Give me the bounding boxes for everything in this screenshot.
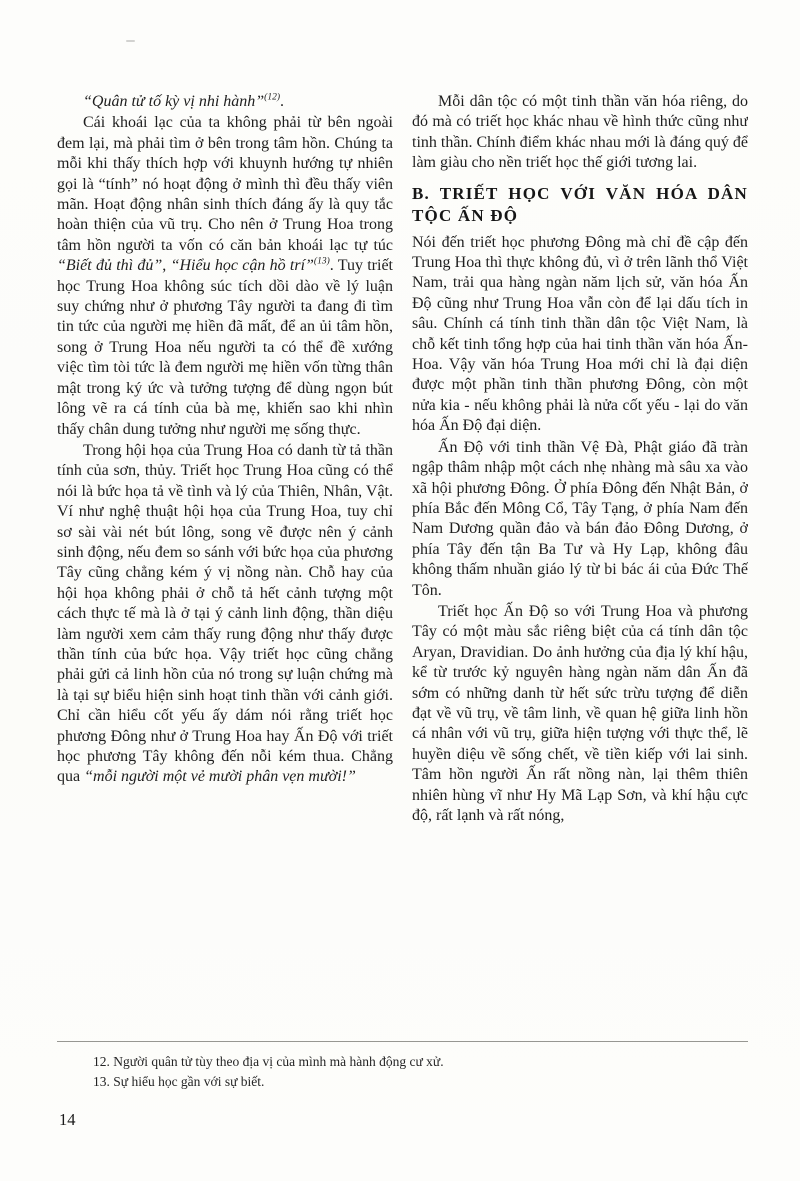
footnotes: [93, 1052, 743, 1091]
paragraph: Ấn Độ với tinh thần Vệ Đà, Phật giáo đã tràn ngập thâm nhập một cách nhẹ nhàng mà sâu xa vào xã hội phương Đông. Ở phía Đông đến Nhật Bản, ở phía Bắc đến Mông Cổ, Tây Tạng, ở phía Nam đến Nam Dương quần đảo và bán đảo Đông Dương, ở phía Tây đến tận Ba Tư và Hy Lạp, không đâu không thấm nhuần giáo lý từ bi bác ái của Đức Thế Tôn.: [412, 438, 748, 599]
paragraph: Trong hội họa của Trung Hoa có danh từ tả thần tính của sơn, thủy. Triết học Trung Hoa cũng có thể nói là bức họa tả về tình và lý của Thiên, Nhân, Vật. Ví như nghệ thuật hội họa của Trung Hoa, tuy chỉ sơ sài vài nét bút lông, song vẽ được nên ý cảnh sinh động, nếu đem so sánh với bức họa của phương Tây cũng chẳng kém ý vị nồng nàn. Chỗ hay của hội họa không phải ở chỗ tả hết cảnh tượng một cách thực tế mà là ở tại ý cảnh linh động, thần diệu làm người xem cảm thấy rung động như thấy được thần tính của bức họa. Vậy triết học cũng chẳng phải gửi cả linh hồn của nó trong sự luận chứng mà là tại sự biểu hiện sinh hoạt tinh thần với cảnh giới. Chỉ cần hiểu cốt yếu ấy dám nói rằng triết học phương Đông như ở Trung Hoa hay Ấn Độ với triết học phương Tây không đến nỗi kém thua. Chẳng qua “mỗi người một vẻ mười phân vẹn mười!”: [57, 441, 393, 786]
footnote-12: 12. Người quân tử tùy theo địa vị của mình mà hành động cư xử.: [93, 1054, 444, 1069]
scan-artifact: [126, 40, 135, 42]
text-columns: [57, 92, 748, 1014]
left-column: [57, 92, 393, 1014]
paragraph: Mỗi dân tộc có một tinh thần văn hóa riêng, do đó mà có triết học khác nhau về hình thức cũng như tinh thần. Chính điểm khác nhau mới là đáng quý để làm giàu cho nền triết học thế giới tương lai.: [412, 93, 748, 172]
section-heading: B. TRIẾT HỌC VỚI VĂN HÓA DÂN TỘC ẤN ĐỘ: [412, 183, 748, 226]
paragraph: Nói đến triết học phương Đông mà chỉ đề cập đến Trung Hoa thì thực không đủ, vì ở trên lãnh thổ Việt Nam, trải qua hàng ngàn năm lịch sử, văn hóa Ấn Độ cũng như Trung Hoa vẫn còn để lại dấu tích in sâu. Chính cá tính tinh thần dân tộc Việt Nam, là chỗ kết tinh tổng hợp của hai tinh thần văn hóa Ấn-Hoa. Vậy văn hóa Trung Hoa mới chỉ là đại diện được một phần tinh thần phương Đông, còn một nửa kia - nếu không phải là nửa cốt yếu - lại do văn hóa Ấn Độ đại diện.: [412, 233, 748, 435]
footnote-13: 13. Sự hiểu học gần với sự biết.: [93, 1073, 265, 1089]
page-number: 14: [59, 1110, 76, 1129]
paragraph: Triết học Ấn Độ so với Trung Hoa và phương Tây có một màu sắc riêng biệt của cá tính dân tộc Aryan, Dravidian. Do ảnh hưởng của địa lý khí hậu, kể từ trước kỷ nguyên hàng ngàn năm dân Ấn đã sớm có những danh từ hết sức trừu tượng để diễn đạt về vũ trụ, về tâm linh, về quan hệ giữa linh hồn cá nhân với vũ trụ, giữa hiện tượng với thực thể, lẽ huyền diệu về sống chết, về tiền kiếp với lai sinh. Tâm hồn người Ấn rất nồng nàn, lại thêm thiên nhiên hùng vĩ như Hy Mã Lạp Sơn, và khí hậu cực độ, rất lạnh và rất nóng,: [412, 602, 748, 824]
right-column: [412, 92, 748, 1014]
footnote-divider: [57, 1041, 748, 1042]
paragraph: “Quân tử tố kỳ vị nhi hành”$^{(12)}$.: [83, 92, 284, 110]
paragraph: Cái khoái lạc của ta không phải từ bên ngoài đem lại, mà phải tìm ở bên trong tâm hồn. Chúng ta mỗi khi thấy thích hợp với khuynh hướng tự nhiên gọi là “tính” nó hoạt động ở mình thì đều thấy viên mãn. Hoạt động nhân sinh thích đáng ấy là quy tắc hoàn thiện của vũ trụ. Cho nên ở Trung Hoa trong tâm hồn người ta vốn có căn bản khoái lạc tự túc “Biết đủ thì đủ”, “Hiểu học cận hồ trí”$^{(13)}$. Tuy triết học Trung Hoa không súc tích dồi dào về lý luận suy chứng như ở phương Tây người ta đang đi tìm tin tức của người mẹ hiền đã mất, để an ủi tâm hồn, song ở Trung Hoa nếu người ta có thể đề xướng việc tìm tòi tức là đem người mẹ hiền vốn từng thân mật trong ký ức và tưởng tượng để dùng ngọn bút lông vẽ ra cá tính của bà mẹ, khiến sao khi nhìn thấy chân dung tưởng như người mẹ sống thực.: [57, 114, 393, 438]
